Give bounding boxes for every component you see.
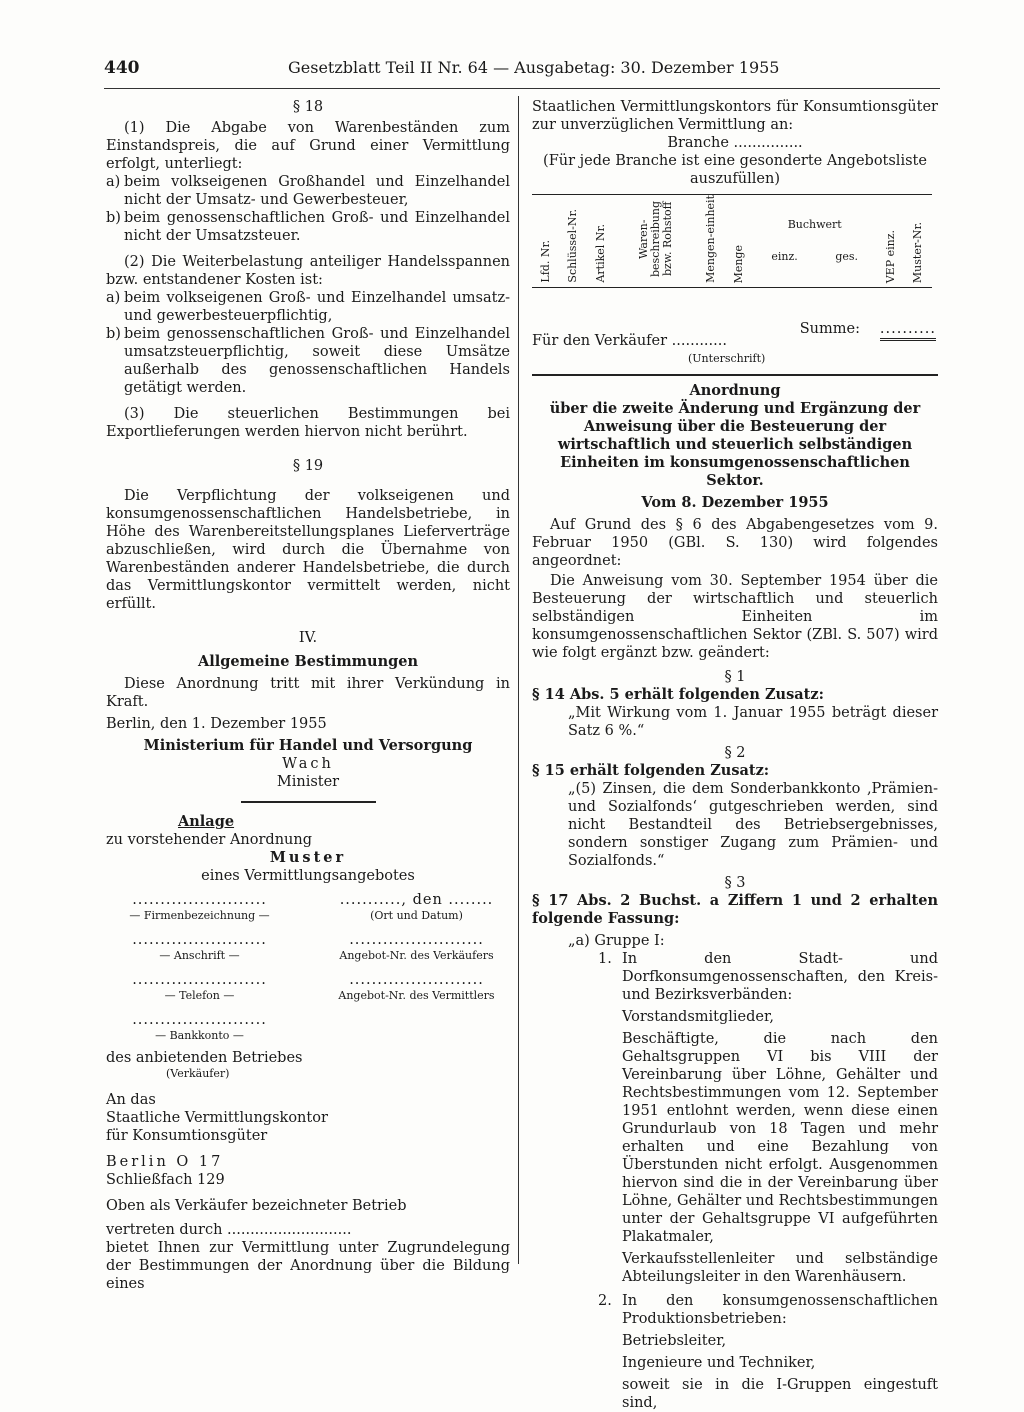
address-kontor-1: Staatliche Vermittlungskontor [106,1110,328,1126]
signature-area [532,320,938,366]
gruppe-heading: „a) Gruppe I: [568,933,665,949]
s19-paragraph: Die Verpflichtung der volkseigenen und konsumgenossenschaftlichen Handelsbetriebe, in Höhe des Warenbereitstellungsplanes Lieferverträge abzuschließen, wird durch die Übernahme von Warenbeständen anderer Handelsbetriebe, die durch das Vermittlungskontor vermittelt werden, nicht erfüllt. [106,488,510,612]
col-ges: ges. [835,250,859,263]
anbietender-betrieb: des anbietenden Betriebes [106,1050,303,1066]
anlage-subtitle: zu vorstehender Anordnung [106,832,313,848]
par-1-text: „Mit Wirkung vom 1. Januar 1955 beträgt dieser Satz 6 %.“ [568,705,938,739]
col-buchwert: Buchwert einz. ges. [753,195,877,288]
verkaeufer-note: (Verkäufer) [166,1067,230,1080]
form-fields [106,891,510,1043]
col-einz: einz. [771,250,798,263]
anlage-heading: Anlage [178,813,235,830]
place-date: Berlin, den 1. Dezember 1955 [106,716,327,732]
field-ort-datum[interactable]: ..........., den ........ (Ort und Datum) [339,892,494,922]
address-an-das: An das [106,1092,156,1108]
address-pobox: Schließfach 129 [106,1172,225,1188]
s18-item-b: b) beim genossenschaftlichen Groß- und Einzelhandel nicht der Umsatzsteuer. [106,210,510,244]
branche-note: (Für jede Branche ist eine gesonderte Angebotsliste auszufüllen) [543,153,927,187]
col-warenbeschreibung: Waren-beschreibung bzw. Rohstoff [615,195,698,288]
col-vep-einz: VEP einz. [877,195,905,288]
branche-field[interactable]: Branche ............... [667,135,803,151]
par-1-heading: § 1 [724,669,746,685]
anordnung-subject: über die zweite Änderung und Ergänzung der Anweisung über die Besteuerung der wirtschaftlich und steuerlich selbständigen Einheiten im konsumgenossenschaftlichen Sektor. [549,400,921,489]
offer-seller: Oben als Verkäufer bezeichneter Betrieb [106,1198,407,1214]
anordnung-date: Vom 8. Dezember 1955 [641,494,829,511]
field-firma[interactable]: ........................ — Firmenbezeichnung — [129,892,270,922]
right-column [532,98,938,1412]
muster-heading: Muster [269,849,347,866]
part-title: Allgemeine Bestimmungen [197,653,419,670]
part-number: IV. [298,630,318,646]
page-header [104,58,944,86]
field-angebot-verkaeufer[interactable]: ........................ Angebot-Nr. des Verkäufers [339,932,494,962]
par-2-lead: § 15 erhält folgenden Zusatz: [532,762,770,779]
anordnung-title: Anordnung [689,382,781,399]
anordnung-basis: Auf Grund des § 6 des Abgabengesetzes vom 9. Februar 1950 (GBl. S. 130) wird folgendes angeordnet: [532,517,938,569]
offer-continuation: Staatlichen Vermittlungskontors für Konsumtionsgüter zur unverzüglichen Vermittlung an: [532,99,938,133]
address-kontor-2: für Konsumtionsgüter [106,1128,268,1144]
page-number: 440 [104,58,140,78]
gruppe-item-2: 2. In den konsumgenossenschaftlichen Produktionsbetrieben: Betriebsleiter, Ingenieure und Techniker, soweit sie in die I-Gruppen eingestuft sind, [598,1293,938,1411]
col-artikel-nr: Artikel Nr. [587,195,615,288]
signer-name: Wach [282,756,334,772]
s18-item-a: a) beim volkseigenen Großhandel und Einzelhandel nicht der Umsatz- und Gewerbesteuer, [106,174,510,208]
offer-text: bietet Ihnen zur Vermittlung unter Zugrundelegung der Bestimmungen der Anordnung über die Bildung eines [106,1240,510,1292]
muster-subtitle: eines Vermittlungsangebotes [201,868,415,884]
par-1-lead: § 14 Abs. 5 erhält folgenden Zusatz: [532,686,824,703]
field-anschrift[interactable]: ........................ — Anschrift — [132,932,267,962]
field-bankkonto[interactable]: ........................ — Bankkonto — [132,1012,267,1042]
section-18-heading: § 18 [292,99,324,115]
seller-signature-field[interactable]: Für den Verkäufer ............ [532,333,727,349]
separator-rule [241,801,376,803]
par-3-lead: § 17 Abs. 2 Buchst. a Ziffern 1 und 2 erhalten folgende Fassung: [532,892,938,927]
summe-label: Summe: [799,321,860,337]
s18-paragraph-3: (3) Die steuerlichen Bestimmungen bei Exportlieferungen werden hiervon nicht berührt. [106,406,510,440]
running-title: Gesetzblatt Teil II Nr. 64 — Ausgabetag: 30. Dezember 1955 [288,58,780,77]
header-rule [104,88,940,89]
address-city: Berlin O 17 [106,1154,224,1170]
signature-caption: (Unterschrift) [688,352,766,365]
col-lfd-nr: Lfd. Nr. [532,195,560,288]
field-angebot-vermittler[interactable]: ........................ Angebot-Nr. des Vermittlers [338,972,495,1002]
anordnung-intro: Die Anweisung vom 30. September 1954 über die Besteuerung der wirtschaftlich und steuerlich selbständigen Einheiten im konsumgenossenschaftlichen Sektor (ZBl. S. 507) wird wie folgt ergänzt bzw. geändert: [532,573,938,661]
column-divider [518,96,519,1264]
s18-paragraph-2: (2) Die Weiterbelastung anteiliger Handelsspannen bzw. entstandener Kosten ist: [106,254,510,288]
final-provision: Diese Anordnung tritt mit ihrer Verkündung in Kraft. [106,676,510,710]
signer-role: Minister [276,774,340,790]
col-menge: Menge [725,195,753,288]
section-19-heading: § 19 [292,458,324,474]
s18-item-2a: a) beim volkseigenen Groß- und Einzelhandel umsatz- und gewerbesteuerpflichtig, [106,290,510,324]
summe-field[interactable]: .......... [880,320,936,341]
offer-represented[interactable]: vertreten durch ........................... [106,1222,352,1238]
offer-list-table [532,194,932,288]
s18-item-2b: b) beim genossenschaftlichen Groß- und Einzelhandel umsatzsteuerpflichtig, soweit diese Umsätze außerhalb des genossenschaftlichen Handels getätigt werden. [106,326,510,396]
col-muster-nr: Muster-Nr. [904,195,932,288]
ministry-name: Ministerium für Handel und Versorgung [143,737,473,754]
gruppe-item-1: 1. In den Stadt- und Dorfkonsumgenossenschaften, den Kreis- und Bezirksverbänden: Vorstandsmitglieder, Beschäftigte, die nach den Gehaltsgruppen VI bis VIII der Vereinbarung über Löhne, Gehälter und Rechtsbestimmungen vom 12. September 1951 entlohnt werden, wenn diese einen Grundurlaub von 18 Tagen und mehr erhalten und eine Bezahlung von Überstunden nicht erfolgt. Ausgenommen hiervon sind die in der Vereinbarung über Löhne, Gehälter und Rechtsbestimmungen unter der Gehaltsgruppe VI aufgeführten Plakatmaler, Verkaufsstellenleiter und selbständige Abteilungsleiter in den Warenhäusern. [598,951,938,1285]
field-telefon[interactable]: ........................ — Telefon — [132,972,267,1002]
par-3-heading: § 3 [724,875,746,891]
par-2-heading: § 2 [724,745,746,761]
col-schluessel-nr: Schlüssel-Nr. [560,195,588,288]
section-separator [532,374,938,376]
col-mengeneinheit: Mengen-einheit [697,195,725,288]
par-2-text: „(5) Zinsen, die dem Sonderbankkonto ‚Prämien- und Sozialfonds‘ gutgeschrieben werden, sind nicht Bestandteil des Betriebsergebnisses, sondern sonstiger Zugang zum Prämien- und Sozialfonds.“ [568,781,938,869]
left-column [106,98,510,1293]
s18-paragraph-1: (1) Die Abgabe von Warenbeständen zum Einstandspreis, die auf Grund einer Vermittlung erfolgt, unterliegt: [106,120,510,172]
